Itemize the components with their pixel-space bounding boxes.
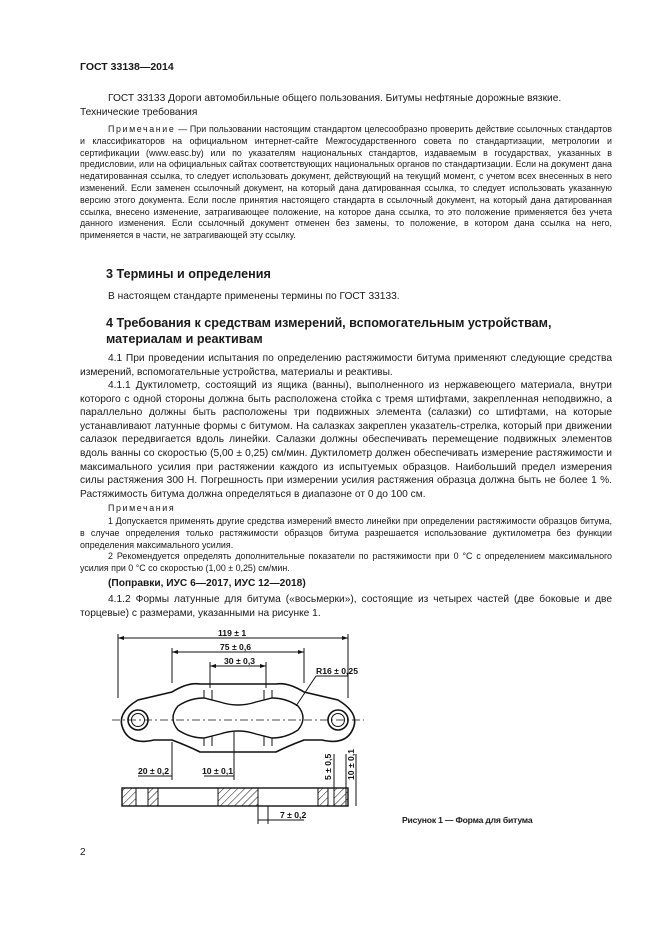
note-2: 2 Рекомендуется определять дополнительные показатели по растяжимости при 0 °С с определением максимального усилия при 0 °С со скоростью (1,00 ± 0,25) см/мин. (80, 551, 612, 573)
section-4-heading: 4 Требования к средствам измерений, вспомогательным устройствам, материалам и реактивам (106, 316, 552, 346)
note-label: Примечание (108, 124, 176, 134)
notes-label: Примечания (108, 503, 176, 513)
dim-bottom: 7 ± 0,2 (280, 810, 307, 820)
document-header: ГОСТ 33138—2014 (80, 61, 174, 73)
reference-text: ГОСТ 33133 Дороги автомобильные общего пользования. Битумы нефтяные дорожные вязкие. (108, 93, 562, 104)
reference-text-continued: Технические требования (80, 106, 198, 118)
dim-left: 20 ± 0,2 (138, 766, 169, 776)
note-text: — При пользовании настоящим стандартом целесообразно проверить действие ссылочных стандартов и классификаторов на официальном интернет-сайте Межгосударственного совета по стандартизации, метрологии и сертификации (www.easc.by) или по указателям национальных стандартов, издаваемым в государствах, указанных в предисловии, или на официальных сайтах соответствующих национальных органов по стандартизации. Если на документ дана недатированная ссылка, то следует использовать документ, действующий на текущий момент, с учетом всех внесенных в него изменений. Если заменен ссылочный документ, на который дана датированная ссылка, то следует использовать указанную версию этого документа. Если после принятия настоящего стандарта в ссылочный документ, на который дана датированная ссылка, внесено изменение, затрагивающее положение, на которое дана ссылка, то это положение применяется без учета данного изменения. Если ссылочный документ отменен без замены, то положение, в котором дана ссылка на него, применяется в части, не затрагивающей эту ссылку. (80, 124, 612, 241)
clause-4-1-2: 4.1.2 Формы латунные для битума («восьмерки»), состоящие из четырех частей (две боковые и две торцевые) с размерами, указанными на рисунке 1. (80, 594, 612, 619)
dim-radius: R16 ± 0,25 (316, 666, 358, 676)
section-3-text: В настоящем стандарте применены термины по ГОСТ 33133. (108, 291, 400, 302)
bitumen-mold-drawing (108, 628, 368, 833)
dim-overall: 119 ± 1 (218, 628, 247, 638)
dim-mid: 75 ± 0,6 (220, 642, 251, 652)
reference-paragraph (80, 92, 612, 119)
dim-depth1: 5 ± 0,5 (323, 753, 333, 780)
page-number: 2 (80, 847, 86, 858)
section-3-heading: 3 Термины и определения (106, 267, 271, 281)
dim-neck: 10 ± 0,1 (202, 766, 233, 776)
clause-4-1-1: 4.1.1 Дуктилометр, состоящий из ящика (ванны), выполненного из нержавеющего материала, внутри которого с одной стороны должна быть расположена стойка с тремя штифтами, закрепленная неподвижно, а параллельно должны быть расположены три подвижных элемента (салазки) со штифтами, на которые устанавливают латунные формы с битумом. На салазках закреплен указатель-стрелка, который при движении салазок передвигается вдоль линейки. Салазки должны обеспечивать перемещение подвижных элементов вдоль ванны со скоростью (5,00 ± 0,25) см/мин. Дуктилометр должен обеспечивать измерение растяжимости и максимального усилия при растяжении каждого из испытуемых образцов. Наибольший предел измерения силы растяжения 300 Н. Погрешность при измерении усилия растяжения образца должна быть не более 1 %. Растяжимость битума должна определяться в диапазоне от 0 до 100 см. (80, 380, 612, 500)
dim-depth2: 10 ± 0,1 (346, 749, 356, 780)
figure-caption: Рисунок 1 — Форма для битума (402, 815, 533, 825)
note-paragraph (80, 124, 612, 242)
note-1: 1 Допускается применять другие средства измерений вместо линейки при определении растяжимости образцов битума, в случае определения только растяжимости образцов битума разрешается использование дуктилометра без функции определения максимального усилия. (80, 516, 612, 550)
clause-4-1: 4.1 При проведении испытания по определению растяжимости битума применяют следующие средства измерений, вспомогательные устройства, материалы и реактивы. (80, 353, 612, 378)
dim-inner: 30 ± 0,3 (224, 656, 255, 666)
amendment-line: (Поправки, ИУС 6—2017, ИУС 12—2018) (108, 578, 306, 589)
